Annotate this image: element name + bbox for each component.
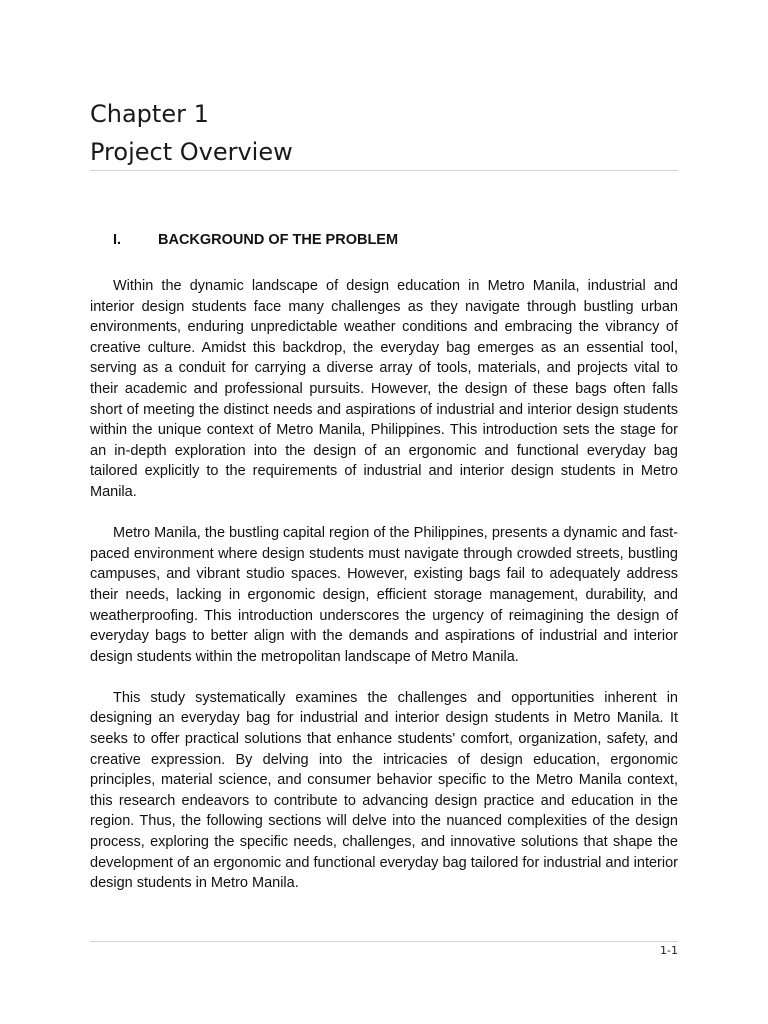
paragraph: Metro Manila, the bustling capital region of the Philippines, presents a dynamic and fast-paced environment where design students must navigate through crowded streets, bustling campuses, and vibrant studio spaces. However, existing bags fail to adequately address their needs, lacking in ergonomic design, efficient storage management, durability, and weatherproofing. This introduction underscores the urgency of reimagining the design of everyday bags to better align with the demands and aspirations of industrial and interior design students within the metropolitan landscape of Metro Manila. [90, 525, 679, 665]
chapter-label: Chapter 1 [90, 100, 209, 128]
chapter-heading [90, 95, 678, 171]
paragraph: Within the dynamic landscape of design education in Metro Manila, industrial and interior design students face many challenges as they navigate through bustling urban environments, enduring unpredictable weather conditions and embracing the vibrancy of creative culture. Amidst this backdrop, the everyday bag emerges as an essential tool, serving as a conduit for carrying a diverse array of tools, materials, and projects vital to their academic and professional pursuits. However, the design of these bags often falls short of meeting the distinct needs and aspirations of industrial and interior design students within the unique context of Metro Manila, Philippines. This introduction sets the stage for an in-depth exploration into the design of an ergonomic and functional everyday bag tailored explicitly to the requirements of industrial and interior design students in Metro Manila. [90, 278, 678, 500]
section-title: BACKGROUND OF THE PROBLEM [158, 232, 399, 248]
chapter-title: Project Overview [90, 138, 293, 166]
paragraph: This study systematically examines the challenges and opportunities inherent in designing an everyday bag for industrial and interior design students in Metro Manila. It seeks to offer practical solutions that enhance students' comfort, organization, safety, and creative expression. By delving into the intricacies of design education, ergonomic principles, material science, and consumer behavior specific to the Metro Manila context, this research endeavors to contribute to advancing design practice and education in the region. Thus, the following sections will delve into the nuanced complexities of the design process, exploring the specific needs, challenges, and innovative solutions that shape the development of an ergonomic and functional everyday bag tailored for industrial and interior design students in Metro Manila. [90, 689, 678, 892]
section-heading [113, 232, 398, 248]
footer-divider [90, 941, 678, 942]
body-text [90, 276, 678, 914]
title-divider [90, 170, 678, 171]
section-number: I. [113, 232, 122, 248]
page-number: 1-1 [660, 944, 678, 957]
